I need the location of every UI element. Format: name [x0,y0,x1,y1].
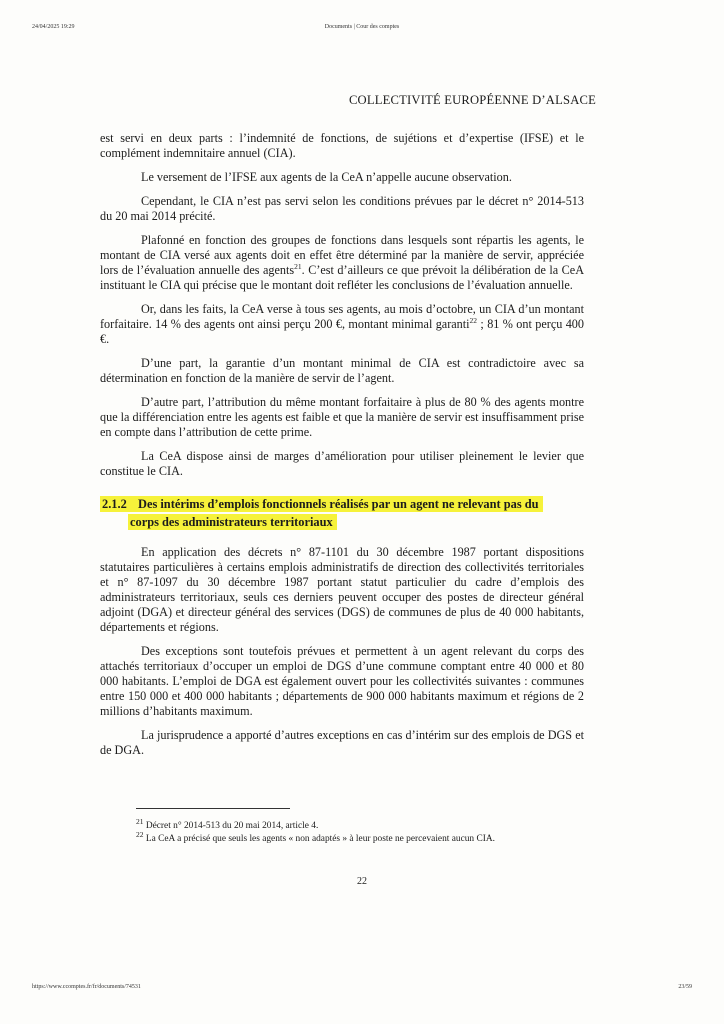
paragraph: D’une part, la garantie d’un montant minimal de CIA est contradictoire avec sa détermination en fonction de la manière de servir de l’agent. [100,356,584,385]
paragraph: Plafonné en fonction des groupes de fonctions dans lesquels sont répartis les agents, le montant de CIA versé aux agents doit en effet être déterminé par la manière de servir, appréciée lors de l’évaluation annuelle des agents$^{21}$. C’est d’ailleurs ce que prévoit la délibération de la CeA instituant le CIA qui précise que le montant doit refléter les conclusions de l’évaluation annuelle. [100,233,585,292]
print-title: Documents | Cour des comptes [324,24,400,30]
print-datetime: 24/04/2025 19:29 [32,24,75,30]
print-page-count: 23/59 [678,984,692,990]
footnotes [136,816,576,846]
section-number: 2.1.2 [102,497,127,511]
document-header: COLLECTIVITÉ EUROPÉENNE D’ALSACE [348,93,596,107]
footnote: $^{22}$ La CeA a précisé que seuls les agents « non adaptés » à leur poste ne percevaient aucun CIA. [136,829,495,844]
paragraph: Le versement de l’IFSE aux agents de la CeA n’appelle aucune observation. [141,170,512,184]
footnote-divider [136,808,290,809]
paragraph: Or, dans les faits, la CeA verse à tous ses agents, au mois d’octobre, un CIA d’un montant forfaitaire. 14 % des agents ont ainsi perçu 200 €, montant minimal garanti$^{22}$ ; 81 % ont perçu 400 €. [100,302,584,346]
section-title-line1: Des intérims d’emplois fonctionnels réalisés par un agent ne relevant pas du [138,497,539,511]
print-url[interactable]: https://www.ccomptes.fr/fr/documents/74531 [32,984,141,990]
footnote-ref[interactable]: 22 [469,315,478,325]
section-heading [100,495,584,531]
footnote-ref[interactable]: 21 [294,261,302,271]
paragraph: La jurisprudence a apporté d’autres exceptions en cas d’intérim sur des emplois de DGS et de DGA. [100,728,584,757]
page-number: 22 [357,876,367,887]
print-footer [32,984,692,990]
paragraph: Cependant, le CIA n’est pas servi selon les conditions prévues par le décret n° 2014-513 du 20 mai 2014 précité. [100,194,584,223]
body-text-bottom [100,545,584,767]
footnote: $^{21}$ Décret n° 2014-513 du 20 mai 2014, article 4. [136,816,319,831]
section-title-line2: corps des administrateurs territoriaux [128,514,337,530]
paragraph: Des exceptions sont toutefois prévues et permettent à un agent relevant du corps des attachés territoriaux d’occuper un emploi de DGS d’une commune comptant entre 40 000 et 80 000 habitants. L’emploi de DGA est également ouvert pour les collectivités suivantes : communes entre 150 000 et 400 000 habitants ; départements de 900 000 habitants maximum et régions de 2 millions d’habitants maximum. [100,644,584,718]
paragraph: En application des décrets n° 87-1101 du 30 décembre 1987 portant dispositions statutaires particulières à certains emplois administratifs de direction des collectivités territoriales et n° 87-1097 du 30 décembre 1987 portant statut particulier du cadre d’emplois des administrateurs territoriaux, seuls ces derniers peuvent occuper des postes de directeur général adjoint (DGA) et directeur général des services (DGS) de communes de plus de 40 000 habitants, départements et régions. [100,545,584,634]
paragraph: est servi en deux parts : l’indemnité de fonctions, de sujétions et d’expertise (IFSE) et le complément indemnitaire annuel (CIA). [100,131,584,160]
paragraph: La CeA dispose ainsi de marges d’amélioration pour utiliser pleinement le levier que constitue le CIA. [100,449,584,478]
body-text-top [100,131,584,488]
paragraph: D’autre part, l’attribution du même montant forfaitaire à plus de 80 % des agents montre que la différenciation entre les agents est faible et que la manière de servir est insuffisamment prise en compte dans l’attribution de cette prime. [100,395,584,439]
